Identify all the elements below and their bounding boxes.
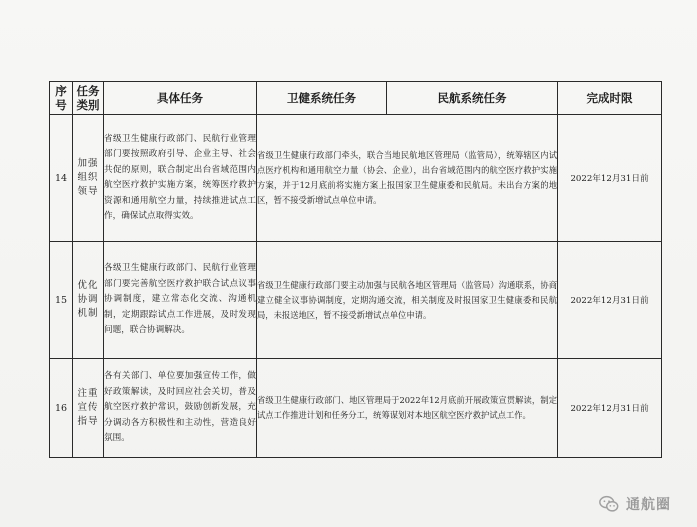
row-system-tasks: 省级卫生健康行政部门、地区管理局于2022年12月底前开展政策宣贯解读，制定试点工作推进计划和任务分工，统筹谋划对本地区航空医疗救护试点工作。 <box>257 359 558 458</box>
header-task: 具体任务 <box>104 82 257 115</box>
header-category: 任务类别 <box>73 82 104 115</box>
header-num: 序号 <box>50 82 73 115</box>
row-number: 16 <box>50 359 73 458</box>
table-row <box>50 115 662 242</box>
header-deadline: 完成时限 <box>558 82 662 115</box>
table-row <box>50 242 662 359</box>
watermark-text: 通航圈 <box>626 497 671 513</box>
task-table <box>49 81 662 458</box>
row-category: 注重宣传指导 <box>73 359 104 458</box>
row-deadline: 2022年12月31日前 <box>558 359 662 458</box>
row-task: 各有关部门、单位要加强宣传工作，做好政策解读，及时回应社会关切，普及航空医疗救护常识，鼓励创新发展，充分调动各方积极性和主动性，营造良好氛围。 <box>104 359 257 458</box>
row-deadline: 2022年12月31日前 <box>558 242 662 359</box>
watermark <box>598 493 671 515</box>
header-aviation: 民航系统任务 <box>387 82 558 115</box>
row-system-tasks: 省级卫生健康行政部门牵头，联合当地民航地区管理局（监管局），统筹辖区内试点医疗机构和通用航空力量（协会、企业），出台省域范围内的航空医疗救护实施方案，并于12月底前将实施方案上报国家卫生健康委和民航局。未出台方案的地区，暂不接受新增试点单位申请。 <box>257 115 558 242</box>
row-task: 省级卫生健康行政部门、民航行业管理部门要按照政府引导、企业主导、社会共促的原则，联合制定出台省域范围内航空医疗救护实施方案，统筹医疗救护资源和通用航空力量，持续推进试点工作，确保试点取得实效。 <box>104 115 257 242</box>
row-category: 加强组织领导 <box>73 115 104 242</box>
header-health: 卫健系统任务 <box>257 82 387 115</box>
row-system-tasks: 省级卫生健康行政部门要主动加强与民航各地区管理局（监管局）沟通联系，协商建立健全议事协调制度，定期沟通交流，相关制度及时报国家卫生健康委和民航局，未报送地区，暂不接受新增试点单位申请。 <box>257 242 558 359</box>
row-number: 14 <box>50 115 73 242</box>
wechat-logo-icon <box>598 493 620 515</box>
row-task: 各级卫生健康行政部门、民航行业管理部门要完善航空医疗救护联合试点议事协调制度，建立常态化交流、沟通机制，定期跟踪试点工作进展，及时发现问题，联合协调解决。 <box>104 242 257 359</box>
header-row <box>50 82 662 115</box>
row-number: 15 <box>50 242 73 359</box>
row-deadline: 2022年12月31日前 <box>558 115 662 242</box>
row-category: 优化协调机制 <box>73 242 104 359</box>
table-row <box>50 359 662 458</box>
